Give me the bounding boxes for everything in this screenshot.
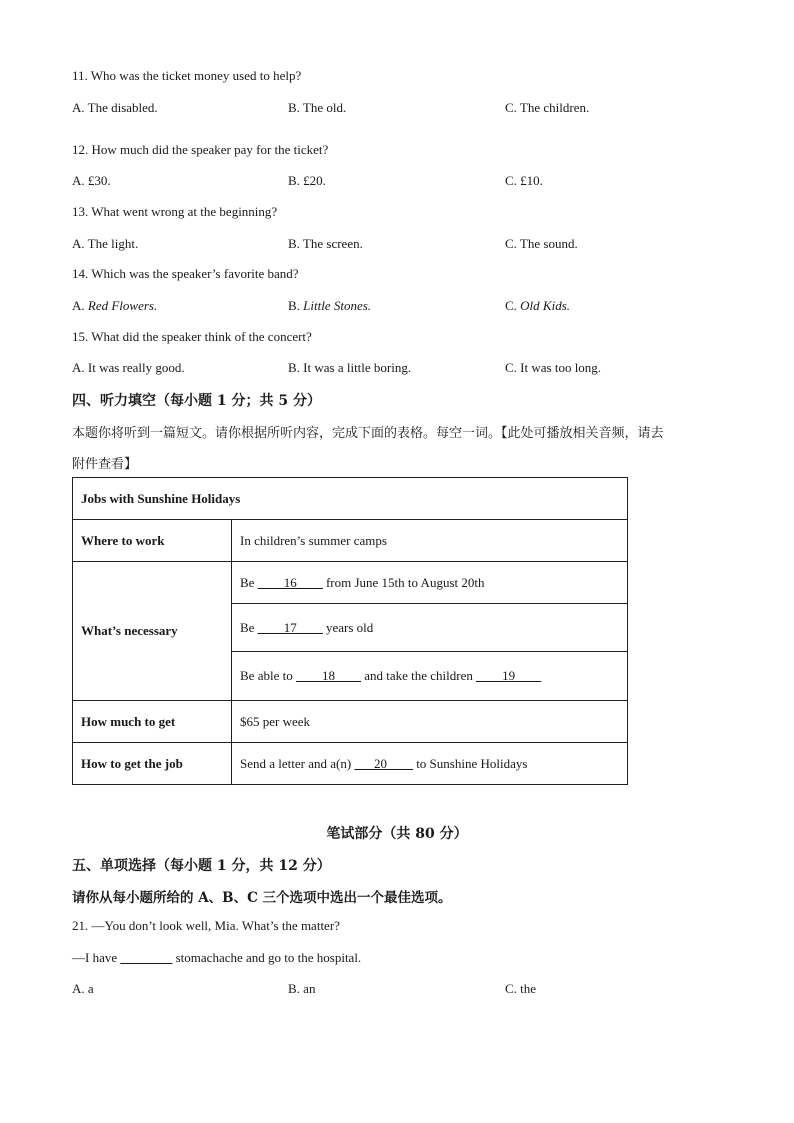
q13-option-c: C. The sound. — [505, 236, 578, 251]
section-4-heading: 四、听力填空（每小题 1 分；共 5 分） — [72, 393, 321, 409]
question-11: 11. Who was the ticket money used to help? — [72, 68, 302, 83]
q21-option-c: C. the — [505, 981, 537, 996]
how-label: How to get the job — [73, 743, 232, 785]
q12-option-a: A. £30. — [72, 173, 111, 188]
blank-17: ____17____ — [257, 619, 323, 635]
table-row — [73, 701, 628, 743]
table-row — [73, 562, 628, 604]
written-part-title: 笔试部分（共 80 分） — [326, 826, 468, 842]
q11-option-a: A. The disabled. — [72, 100, 158, 115]
question-13: 13. What went wrong at the beginning? — [72, 204, 278, 219]
jobs-table — [72, 477, 628, 785]
where-value: In children’s summer camps — [232, 520, 628, 562]
question-15: 15. What did the speaker think of the concert? — [72, 329, 312, 344]
necessary-item-2: Be ____17____ years old — [232, 604, 628, 652]
blank-20: ___20____ — [354, 755, 413, 771]
question-12: 12. How much did the speaker pay for the ticket? — [72, 142, 329, 157]
table-title: Jobs with Sunshine Holidays — [73, 478, 628, 520]
blank-16: ____16____ — [257, 574, 323, 590]
q15-option-b: B. It was a little boring. — [288, 360, 412, 375]
how-value: Send a letter and a(n) ___20____ to Sunshine Holidays — [232, 743, 628, 785]
q12-option-b: B. £20. — [288, 173, 326, 188]
question-14: 14. Which was the speaker’s favorite band? — [72, 266, 299, 281]
q13-option-a: A. The light. — [72, 236, 139, 251]
q15-option-c: C. It was too long. — [505, 360, 602, 375]
where-label: Where to work — [73, 520, 232, 562]
q21-option-a: A. a — [72, 981, 94, 996]
q14-option-a: A. Red Flowers. — [72, 298, 158, 313]
pay-label: How much to get — [73, 701, 232, 743]
q15-option-a: A. It was really good. — [72, 360, 185, 375]
q13-option-b: B. The screen. — [288, 236, 363, 251]
blank-18: ____18____ — [295, 668, 361, 683]
section-4-instruction-line2: 附件查看】 — [72, 457, 138, 472]
table-row — [73, 520, 628, 562]
q14-option-b: B. Little Stones. — [288, 298, 372, 313]
blank-21: ________ — [120, 950, 173, 965]
q11-option-c: C. The children. — [505, 100, 590, 115]
pay-value: $65 per week — [232, 701, 628, 743]
necessary-label: What’s necessary — [73, 562, 232, 701]
q11-option-b: B. The old. — [288, 100, 347, 115]
table-row — [73, 478, 628, 520]
question-21-line2: —I have ________ stomachache and go to the hospital. — [72, 950, 362, 965]
necessary-item-3: Be able to ____18____ and take the children ____19____ — [232, 652, 628, 701]
blank-19: ____19____ — [476, 668, 542, 683]
section-4-instruction-line1: 本题你将听到一篇短文。请你根据所听内容，完成下面的表格。每空一词。【此处可播放相关音频，请去 — [72, 426, 664, 441]
table-row — [73, 743, 628, 785]
question-21: 21. —You don’t look well, Mia. What’s the matter? — [72, 918, 340, 933]
section-5-heading: 五、单项选择（每小题 1 分，共 12 分） — [72, 858, 331, 874]
q14-option-c: C. Old Kids. — [505, 298, 571, 313]
q12-option-c: C. £10. — [505, 173, 543, 188]
necessary-item-1: Be ____16____ from June 15th to August 20th — [232, 562, 628, 604]
section-5-instruction: 请你从每小题所给的 A、B、C 三个选项中选出一个最佳选项。 — [72, 890, 452, 906]
q21-option-b: B. an — [288, 981, 316, 996]
